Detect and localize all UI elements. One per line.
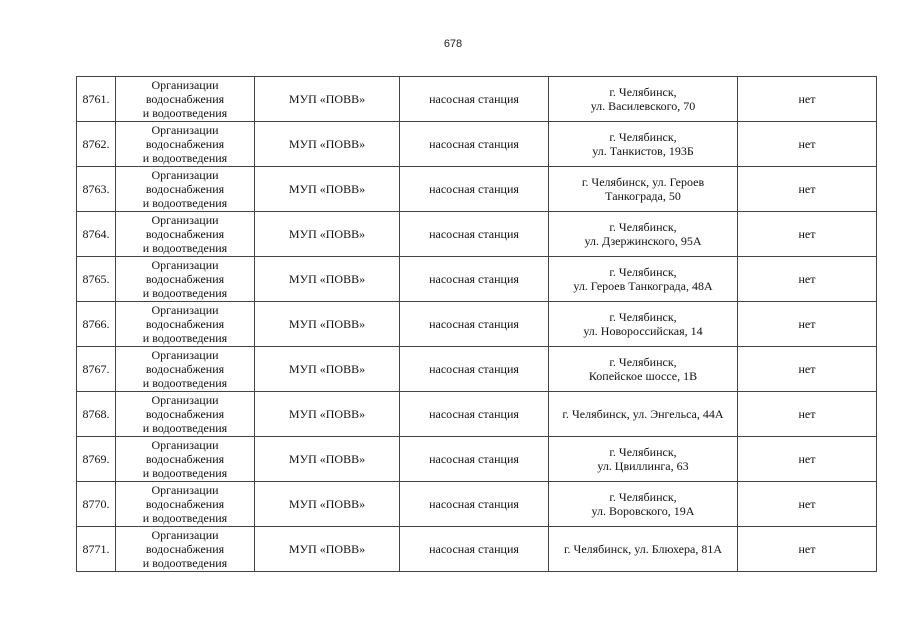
owner-cell: МУП «ПОВВ»	[255, 122, 400, 167]
organization-cell-line: водоснабжения	[145, 182, 225, 196]
note-cell: нет	[738, 302, 877, 347]
owner-cell: МУП «ПОВВ»	[255, 77, 400, 122]
organization-cell-line: водоснабжения	[145, 362, 225, 376]
organization-cell-line: и водоотведения	[142, 196, 228, 210]
owner-cell: МУП «ПОВВ»	[255, 302, 400, 347]
organization-cell	[116, 122, 255, 167]
organization-cell-line: и водоотведения	[142, 511, 228, 525]
address-cell-line: г. Челябинск,	[609, 355, 677, 369]
owner-cell: МУП «ПОВВ»	[255, 347, 400, 392]
organization-cell	[116, 347, 255, 392]
address-cell	[549, 302, 738, 347]
object-type-cell: насосная станция	[400, 482, 549, 527]
owner-cell: МУП «ПОВВ»	[255, 527, 400, 572]
table-row	[77, 122, 877, 167]
organization-cell-line: Организации	[151, 78, 219, 92]
address-cell	[549, 437, 738, 482]
owner-cell: МУП «ПОВВ»	[255, 392, 400, 437]
object-type-cell: насосная станция	[400, 77, 549, 122]
row-number-cell: 8770.	[77, 482, 116, 527]
organization-cell	[116, 437, 255, 482]
address-cell	[549, 257, 738, 302]
table-row	[77, 437, 877, 482]
address-cell-line: г. Челябинск,	[609, 310, 677, 324]
object-type-cell: насосная станция	[400, 257, 549, 302]
table-row	[77, 527, 877, 572]
address-cell-line: г. Челябинск, ул. Энгельса, 44А	[562, 407, 724, 421]
row-number-cell: 8764.	[77, 212, 116, 257]
organization-cell	[116, 527, 255, 572]
note-cell: нет	[738, 392, 877, 437]
organization-cell-line: Организации	[151, 303, 219, 317]
owner-cell: МУП «ПОВВ»	[255, 437, 400, 482]
address-cell-line: ул. Воровского, 19А	[591, 504, 695, 518]
organization-cell-line: водоснабжения	[145, 92, 225, 106]
address-cell-line: ул. Танкистов, 193Б	[592, 144, 694, 158]
organization-cell-line: водоснабжения	[145, 407, 225, 421]
organization-cell-line: Организации	[151, 213, 219, 227]
organization-cell	[116, 212, 255, 257]
organization-cell	[116, 482, 255, 527]
organization-cell-line: Организации	[151, 483, 219, 497]
note-cell: нет	[738, 212, 877, 257]
organization-cell-line: Организации	[151, 123, 219, 137]
object-type-cell: насосная станция	[400, 437, 549, 482]
address-cell-line: ул. Дзержинского, 95А	[584, 234, 702, 248]
address-cell-line: г. Челябинск,	[609, 490, 677, 504]
address-cell-line: Танкограда, 50	[605, 189, 681, 203]
organization-cell	[116, 257, 255, 302]
note-cell: нет	[738, 122, 877, 167]
organization-cell-line: и водоотведения	[142, 421, 228, 435]
note-cell: нет	[738, 437, 877, 482]
address-cell-line: г. Челябинск, ул. Героев	[581, 175, 705, 189]
organization-cell	[116, 77, 255, 122]
organization-cell-line: водоснабжения	[145, 227, 225, 241]
address-cell-line: ул. Василевского, 70	[590, 99, 696, 113]
row-number-cell: 8766.	[77, 302, 116, 347]
owner-cell: МУП «ПОВВ»	[255, 212, 400, 257]
object-type-cell: насосная станция	[400, 347, 549, 392]
organization-cell-line: Организации	[151, 348, 219, 362]
table-row	[77, 392, 877, 437]
organization-cell-line: Организации	[151, 168, 219, 182]
address-cell-line: г. Челябинск,	[609, 130, 677, 144]
address-cell	[549, 347, 738, 392]
organization-cell-line: и водоотведения	[142, 241, 228, 255]
organization-cell	[116, 167, 255, 212]
note-cell: нет	[738, 257, 877, 302]
registry-table-body	[77, 77, 877, 572]
object-type-cell: насосная станция	[400, 212, 549, 257]
address-cell-line: г. Челябинск,	[609, 445, 677, 459]
organization-cell-line: и водоотведения	[142, 376, 228, 390]
organization-cell	[116, 302, 255, 347]
object-type-cell: насосная станция	[400, 392, 549, 437]
address-cell-line: ул. Цвиллинга, 63	[597, 459, 689, 473]
address-cell-line: Копейское шоссе, 1В	[588, 369, 698, 383]
address-cell-line: г. Челябинск, ул. Блюхера, 81А	[563, 542, 722, 556]
organization-cell-line: водоснабжения	[145, 272, 225, 286]
row-number-cell: 8762.	[77, 122, 116, 167]
organization-cell-line: и водоотведения	[142, 331, 228, 345]
address-cell-line: г. Челябинск,	[609, 85, 677, 99]
note-cell: нет	[738, 527, 877, 572]
row-number-cell: 8763.	[77, 167, 116, 212]
address-cell-line: г. Челябинск,	[609, 220, 677, 234]
row-number-cell: 8771.	[77, 527, 116, 572]
organization-cell-line: водоснабжения	[145, 452, 225, 466]
registry-table	[76, 76, 877, 572]
table-row	[77, 347, 877, 392]
table-row	[77, 77, 877, 122]
organization-cell	[116, 392, 255, 437]
owner-cell: МУП «ПОВВ»	[255, 167, 400, 212]
address-cell-line: г. Челябинск,	[609, 265, 677, 279]
note-cell: нет	[738, 77, 877, 122]
address-cell	[549, 122, 738, 167]
organization-cell-line: и водоотведения	[142, 106, 228, 120]
row-number-cell: 8769.	[77, 437, 116, 482]
organization-cell-line: Организации	[151, 528, 219, 542]
address-cell-line: ул. Героев Танкограда, 48А	[573, 279, 713, 293]
address-cell-line: ул. Новороссийская, 14	[583, 324, 703, 338]
table-row	[77, 482, 877, 527]
organization-cell-line: и водоотведения	[142, 466, 228, 480]
organization-cell-line: водоснабжения	[145, 317, 225, 331]
row-number-cell: 8768.	[77, 392, 116, 437]
address-cell	[549, 77, 738, 122]
address-cell	[549, 212, 738, 257]
row-number-cell: 8767.	[77, 347, 116, 392]
organization-cell-line: Организации	[151, 438, 219, 452]
organization-cell-line: и водоотведения	[142, 556, 228, 570]
address-cell	[549, 527, 738, 572]
address-cell	[549, 167, 738, 212]
owner-cell: МУП «ПОВВ»	[255, 257, 400, 302]
note-cell: нет	[738, 482, 877, 527]
organization-cell-line: водоснабжения	[145, 497, 225, 511]
page-number: 678	[443, 38, 463, 50]
table-row	[77, 212, 877, 257]
object-type-cell: насосная станция	[400, 527, 549, 572]
object-type-cell: насосная станция	[400, 122, 549, 167]
address-cell	[549, 482, 738, 527]
organization-cell-line: водоснабжения	[145, 542, 225, 556]
note-cell: нет	[738, 347, 877, 392]
note-cell: нет	[738, 167, 877, 212]
object-type-cell: насосная станция	[400, 167, 549, 212]
owner-cell: МУП «ПОВВ»	[255, 482, 400, 527]
table-row	[77, 302, 877, 347]
row-number-cell: 8765.	[77, 257, 116, 302]
object-type-cell: насосная станция	[400, 302, 549, 347]
organization-cell-line: и водоотведения	[142, 286, 228, 300]
row-number-cell: 8761.	[77, 77, 116, 122]
organization-cell-line: Организации	[151, 258, 219, 272]
organization-cell-line: водоснабжения	[145, 137, 225, 151]
organization-cell-line: и водоотведения	[142, 151, 228, 165]
address-cell	[549, 392, 738, 437]
table-row	[77, 167, 877, 212]
organization-cell-line: Организации	[151, 393, 219, 407]
table-row	[77, 257, 877, 302]
